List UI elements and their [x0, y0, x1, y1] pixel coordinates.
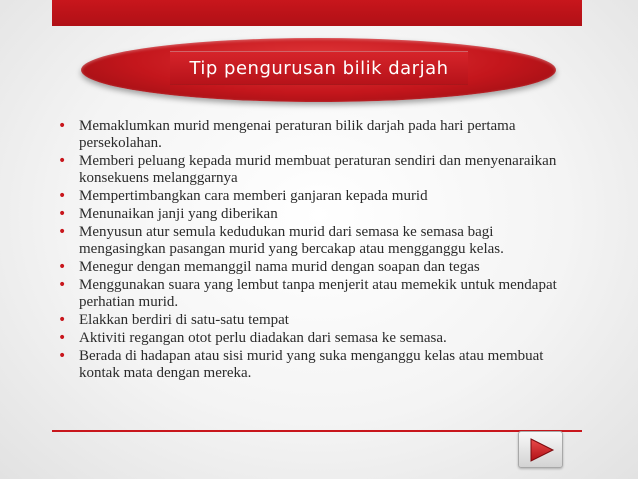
bullet-icon: •	[58, 259, 67, 275]
bullet-item	[58, 153, 578, 187]
bullet-text: Memberi peluang kepada murid membuat peraturan sendiri dan menyenaraikan konsekuens melanggarnya	[79, 153, 557, 186]
bullet-item	[58, 259, 578, 276]
slide-title: Tip pengurusan bilik darjah	[189, 57, 449, 79]
play-next-icon	[527, 437, 555, 463]
bullet-text: Aktiviti regangan otot perlu diadakan dari semasa ke semasa.	[79, 330, 447, 346]
bullet-text: Menunaikan janji yang diberikan	[79, 206, 278, 222]
bullet-item	[58, 330, 578, 347]
bullet-item	[58, 348, 578, 382]
bullet-text: Berada di hadapan atau sisi murid yang suka menganggu kelas atau membuat kontak mata dengan mereka.	[79, 348, 544, 381]
bullet-item	[58, 312, 578, 329]
bullet-text: Mempertimbangkan cara memberi ganjaran kepada murid	[79, 188, 428, 204]
bullet-item	[58, 206, 578, 223]
next-slide-button[interactable]	[518, 431, 563, 468]
bullet-icon: •	[58, 348, 67, 364]
bottom-divider	[52, 430, 582, 432]
bullet-text: Menyusun atur semula kedudukan murid dari semasa ke semasa bagi mengasingkan pasangan murid yang bercakap atau mengganggu kelas.	[79, 224, 504, 257]
bullet-icon: •	[58, 277, 67, 293]
bullet-icon: •	[58, 206, 67, 222]
bullet-icon: •	[58, 118, 67, 134]
bullet-text: Menggunakan suara yang lembut tanpa menjerit atau memekik untuk mendapat perhatian murid.	[79, 277, 557, 310]
bullet-icon: •	[58, 153, 67, 169]
top-accent-bar	[52, 0, 582, 26]
bullet-item	[58, 277, 578, 311]
bullet-text: Elakkan berdiri di satu-satu tempat	[79, 312, 289, 328]
bullet-icon: •	[58, 224, 67, 240]
bullet-text: Memaklumkan murid mengenai peraturan bilik darjah pada hari pertama persekolahan.	[79, 118, 516, 151]
bullet-item	[58, 224, 578, 258]
bullet-icon: •	[58, 330, 67, 346]
title-band	[170, 51, 468, 85]
bullet-text: Menegur dengan memanggil nama murid dengan soapan dan tegas	[79, 259, 480, 275]
bullet-item	[58, 188, 578, 205]
bullet-icon: •	[58, 312, 67, 328]
bullet-item	[58, 118, 578, 152]
bullet-icon: •	[58, 188, 67, 204]
bullet-list	[58, 118, 578, 383]
